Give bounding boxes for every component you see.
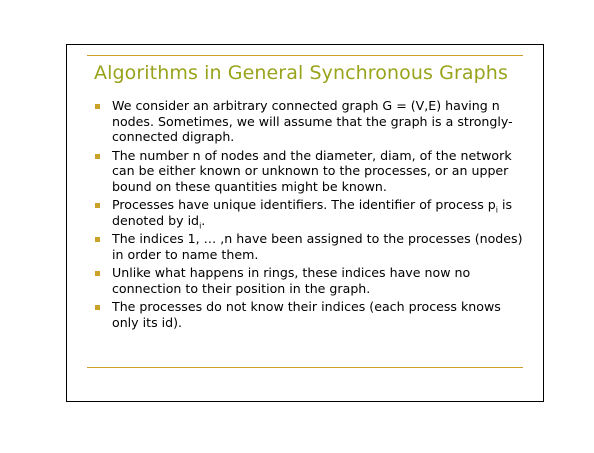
- bullet-text: The number n of nodes and the diameter, diam, of the network can be either known or unknown to the processes, or an upper bound on these quantities might be known.: [112, 147, 512, 194]
- square-bullet-icon: [95, 154, 100, 159]
- bullet-item: [94, 299, 524, 330]
- bullet-list: [94, 98, 524, 333]
- square-bullet-icon: [95, 305, 100, 310]
- subscript: i: [495, 205, 498, 215]
- bullet-item: [94, 197, 524, 231]
- square-bullet-icon: [95, 271, 100, 276]
- bullet-text: The indices 1, … ,n have been assigned to the processes (nodes) in order to name them.: [112, 231, 523, 262]
- bottom-rule: [87, 367, 523, 368]
- bullet-item: [94, 231, 524, 262]
- slide-title: Algorithms in General Synchronous Graphs: [94, 62, 508, 84]
- bullet-text-part: is denoted by id: [112, 197, 513, 228]
- bullet-item: [94, 148, 524, 195]
- bullet-item: [94, 98, 524, 145]
- bullet-text-part: Processes have unique identifiers. The identifier of process p: [112, 197, 496, 212]
- square-bullet-icon: [95, 203, 100, 208]
- subscript: i: [199, 221, 202, 231]
- bullet-text: We consider an arbitrary connected graph G = (V,E) having n nodes. Sometimes, we will assume that the graph is a strongly-connected digraph.: [112, 98, 513, 144]
- square-bullet-icon: [95, 237, 100, 242]
- bullet-text: The processes do not know their indices (each process knows only its id).: [112, 299, 501, 330]
- bullet-text: Unlike what happens in rings, these indices have now no connection to their position in the graph.: [112, 265, 471, 296]
- title-top-rule: [87, 55, 523, 56]
- bullet-text: [112, 197, 524, 231]
- square-bullet-icon: [95, 104, 100, 109]
- bullet-item: [94, 265, 524, 296]
- bullet-text-part: .: [201, 212, 206, 228]
